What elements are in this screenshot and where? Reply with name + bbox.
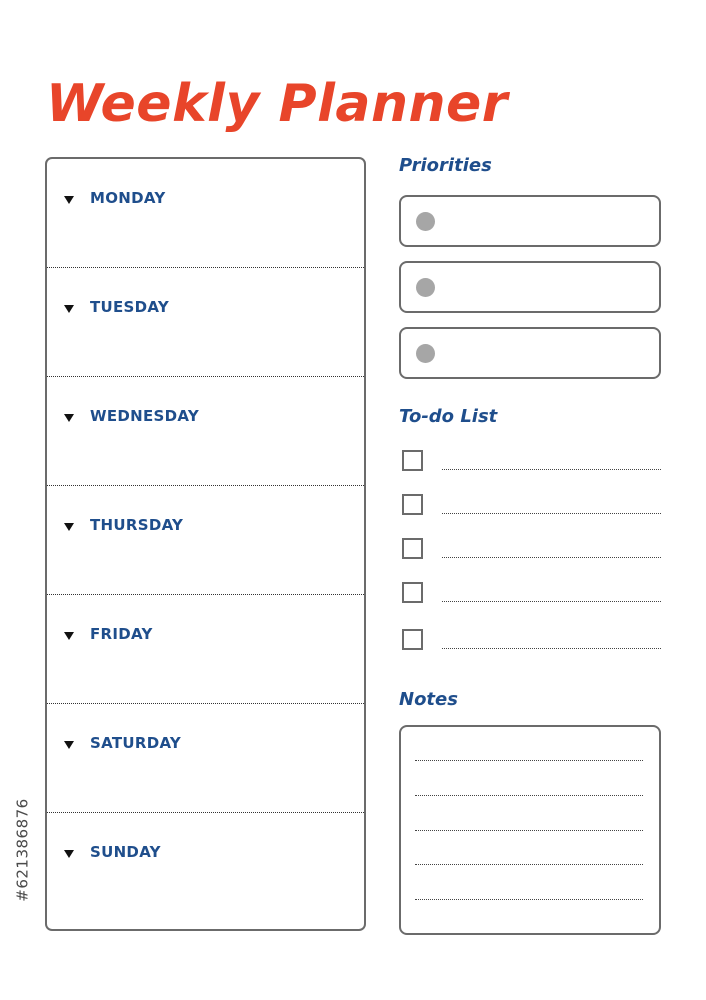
day-section-thursday[interactable]: [47, 486, 364, 595]
day-section-monday[interactable]: [47, 159, 364, 268]
day-label: SUNDAY: [90, 843, 161, 861]
todo-checkbox[interactable]: [402, 629, 423, 650]
watermark-id: [3, 765, 43, 935]
notes-area[interactable]: [399, 725, 661, 935]
priority-field[interactable]: [399, 261, 661, 313]
caret-down-icon: [64, 741, 74, 749]
todo-line[interactable]: [442, 601, 661, 602]
day-label: FRIDAY: [90, 625, 153, 643]
todo-checkbox[interactable]: [402, 538, 423, 559]
todo-item: [401, 538, 661, 564]
todo-item: [401, 582, 661, 608]
priorities-heading: Priorities: [399, 155, 492, 176]
day-label: TUESDAY: [90, 298, 170, 316]
notes-line: [415, 830, 643, 831]
todo-item: [401, 494, 661, 520]
bullet-icon: [416, 278, 435, 297]
caret-down-icon: [64, 196, 74, 204]
notes-line: [415, 760, 643, 761]
todo-checkbox[interactable]: [402, 582, 423, 603]
caret-down-icon: [64, 305, 74, 313]
page-title: Weekly Planner: [46, 74, 508, 134]
priority-field[interactable]: [399, 327, 661, 379]
todo-line[interactable]: [442, 513, 661, 514]
day-label: MONDAY: [90, 189, 166, 207]
notes-line: [415, 899, 643, 900]
caret-down-icon: [64, 632, 74, 640]
watermark-id-text: #621386876: [14, 798, 32, 902]
day-label: WEDNESDAY: [90, 407, 200, 425]
todo-checkbox[interactable]: [402, 450, 423, 471]
todo-line[interactable]: [442, 557, 661, 558]
day-section-saturday[interactable]: [47, 704, 364, 813]
todo-item: [401, 450, 661, 476]
notes-line: [415, 864, 643, 865]
day-section-tuesday[interactable]: [47, 268, 364, 377]
todo-line[interactable]: [442, 648, 661, 649]
bullet-icon: [416, 212, 435, 231]
days-panel: [45, 157, 366, 931]
todo-line[interactable]: [442, 469, 661, 470]
caret-down-icon: [64, 523, 74, 531]
todo-checkbox[interactable]: [402, 494, 423, 515]
caret-down-icon: [64, 850, 74, 858]
day-label: SATURDAY: [90, 734, 182, 752]
todo-item: [401, 629, 661, 655]
day-section-friday[interactable]: [47, 595, 364, 704]
priority-field[interactable]: [399, 195, 661, 247]
day-section-wednesday[interactable]: [47, 377, 364, 486]
todo-heading: To-do List: [399, 406, 498, 427]
notes-heading: Notes: [399, 689, 458, 710]
day-label: THURSDAY: [90, 516, 184, 534]
notes-line: [415, 795, 643, 796]
caret-down-icon: [64, 414, 74, 422]
day-section-sunday[interactable]: [47, 813, 364, 922]
bullet-icon: [416, 344, 435, 363]
